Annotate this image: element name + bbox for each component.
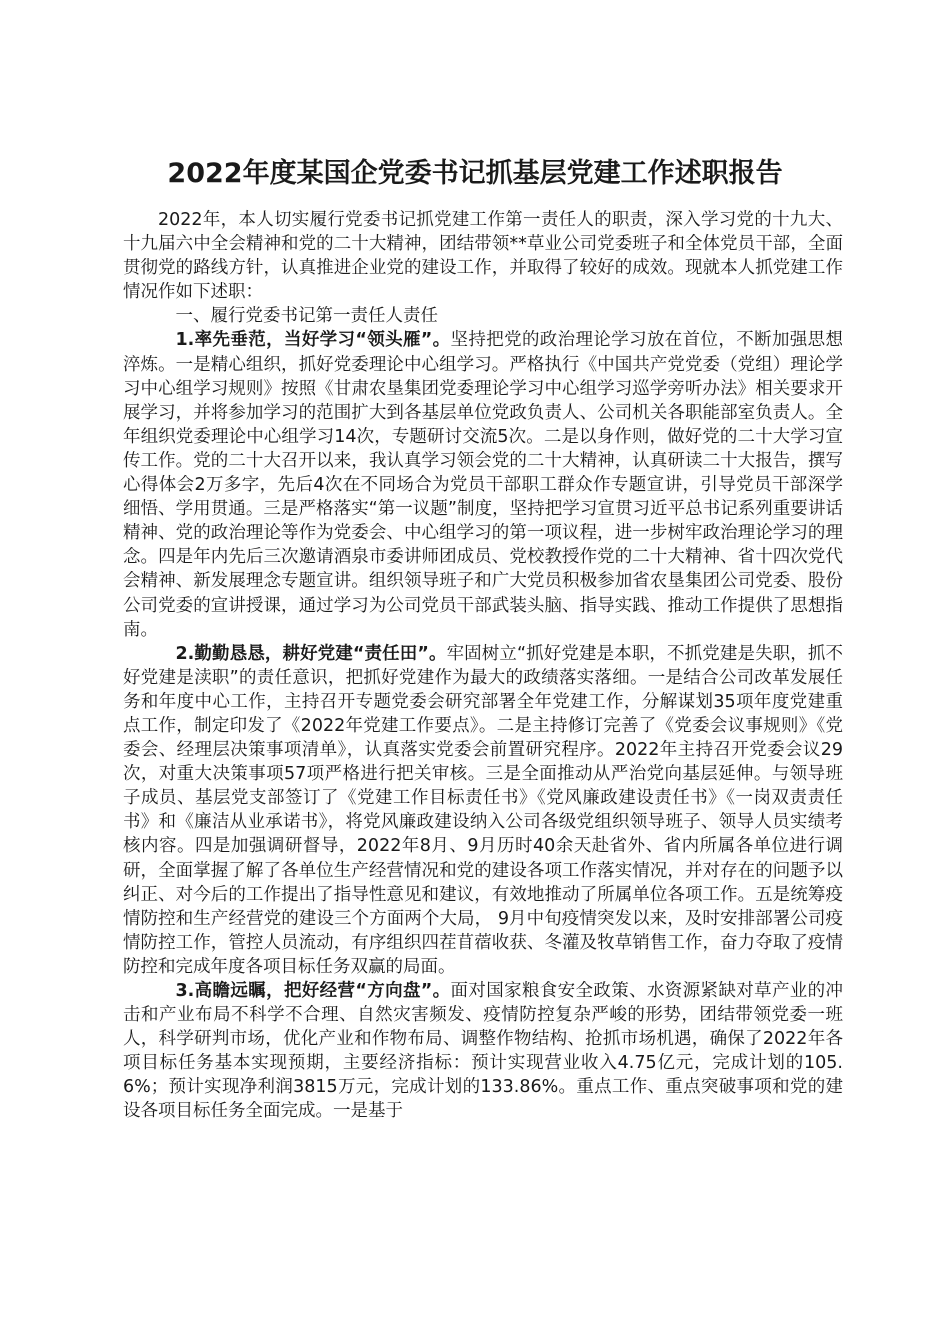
item-lead: 1.率先垂范，当好学习“领头雁”。 xyxy=(175,330,451,351)
section-heading-text: 一、履行党委书记第一责任人责任 xyxy=(175,306,438,327)
section-heading xyxy=(123,304,843,328)
paragraph-text: 面对国家粮食安全政策、水资源紧缺对草产业的冲击和产业布局不科学不合理、自然灾害频发、疫情防控复杂严峻的形势，团结带领党委一班人，科学研判市场，优化产业和作物布局、调整作物结构、抢抓市场机遇，确保了2022年各项目标任务基本实现预期，主要经济指标：预计实现营业收入4.75亿元，完成计划的105.6%；预计实现净利润3815万元，完成计划的133.86%。重点工作、重点突破事项和党的建设各项目标任务全面完成。一是基于 xyxy=(123,981,844,1122)
item-paragraph-3 xyxy=(123,979,843,1124)
item-paragraph-1 xyxy=(123,328,843,641)
document-title: 2022年度某国企党委书记抓基层党建工作述职报告 xyxy=(167,158,783,189)
item-lead: 2.勤勤恳恳，耕好党建“责任田”。 xyxy=(175,643,447,664)
paragraph-text: 2022年，本人切实履行党委书记抓党建工作第一责任人的职责，深入学习党的十九大、十九届六中全会精神和党的二十大精神，团结带领**草业公司党委班子和全体党员干部，全面贯彻党的路线方针，认真推进企业党的建设工作，并取得了较好的成效。现就本人抓党建工作情况作如下述职： xyxy=(123,210,843,303)
item-paragraph-2 xyxy=(123,642,843,979)
paragraph-text: 牢固树立“抓好党建是本职，不抓党建是失职，抓不好党建是渎职”的责任意识，把抓好党建作为最大的政绩落实落细。一是结合公司改革发展任务和年度中心工作，主持召开专题党委会研究部署全年党建工作，分解谋划35项年度党建重点工作，制定印发了《2022年党建工作要点》。二是主持修订完善了《党委会议事规则》《党委会、经理层决策事项清单》，认真落实党委会前置研究程序。2022年主持召开党委会议29次，对重大决策事项57项严格进行把关审核。三是全面推动从严治党向基层延伸。与领导班子成员、基层党支部签订了《党建工作目标责任书》《党风廉政建设责任书》《一岗双责责任书》和《廉洁从业承诺书》，将党风廉政建设纳入公司各级党组织领导班子、领导人员实绩考核内容。四是加强调研督导，2022年8月、9月历时40余天赴省外、省内所属各单位进行调研，全面掌握了解了各单位生产经营情况和党的建设各项工作落实情况，并对存在的问题予以纠正、对今后的工作提出了指导性意见和建议，有效地推动了所属单位各项工作。五是统筹疫情防控和生产经营党的建设三个方面两个大局， 9月中旬疫情突发以来，及时安排部署公司疫情防控工作，管控人员流动，有序组织四茬苜蓿收获、冬灌及牧草销售工作，奋力夺取了疫情防控和完成年度各项目标任务双赢的局面。 xyxy=(123,643,843,977)
document-body xyxy=(123,208,843,1124)
item-lead: 3.高瞻远瞩，把好经营“方向盘”。 xyxy=(175,981,451,1001)
paragraph-text: 坚持把党的政治理论学习放在首位，不断加强思想淬炼。一是精心组织，抓好党委理论中心组学习。严格执行《中国共产党党委（党组）理论学习中心组学习规则》按照《甘肃农垦集团党委理论学习中心组学习巡学旁听办法》相关要求开展学习，并将参加学习的范围扩大到各基层单位党政负责人、公司机关各职能部室负责人。全年组织党委理论中心组学习14次，专题研讨交流5次。二是以身作则，做好党的二十大学习宣传工作。党的二十大召开以来，我认真学习领会党的二十大精神，认真研读二十大报告，撰写心得体会2万多字，先后4次在不同场合为党员干部职工群众作专题宣讲，引导党员干部深学细悟、学用贯通。三是严格落实“第一议题”制度，坚持把学习宣贯习近平总书记系列重要讲话精神、党的政治理论等作为党委会、中心组学习的第一项议程，进一步树牢政治理论学习的理念。四是年内先后三次邀请酒泉市委讲师团成员、党校教授作党的二十大精神、省十四次党代会精神、新发展理念专题宣讲。组织领导班子和广大党员积极参加省农垦集团公司党委、股份公司党委的宣讲授课，通过学习为公司党员干部武装头脑、指导实践、推动工作提供了思想指南。 xyxy=(123,330,844,640)
intro-paragraph xyxy=(123,208,843,304)
